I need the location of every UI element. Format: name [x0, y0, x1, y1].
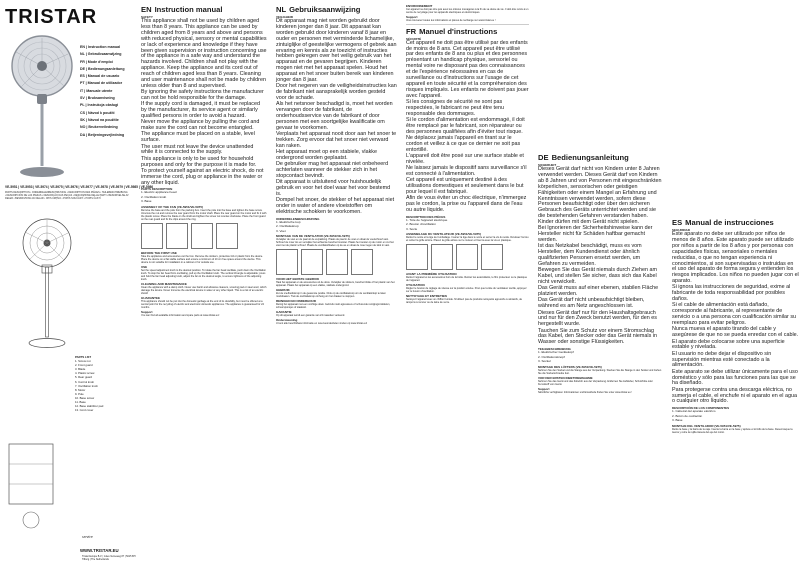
- french-column: [402, 0, 532, 575]
- safety-item: De gebruiker mag het apparaat niet onbeheerd achterlaten wanneer de stekker zich in het stopcontact bevindt.: [276, 161, 389, 180]
- before-use-heading: VOR DER ERSTEN INBETRIEBNAHME: [538, 375, 593, 380]
- part-item: 1. Elektrische kop: [276, 219, 301, 224]
- assembly-figures: [276, 249, 397, 275]
- parts-text: [276, 221, 397, 233]
- section-title: [538, 153, 663, 162]
- support-heading: Support: [406, 15, 418, 19]
- parts-text: [406, 219, 529, 231]
- language-entry: FR | Mode d'emploi: [80, 59, 113, 64]
- safety-item: Das Gerät darf nicht unbeaufsichtigt bleiben, während es am Netz angeschlossen ist.: [538, 297, 645, 310]
- language-index: [80, 44, 138, 139]
- assembly-text: Retire la base y la barra de la caja. Inserte la barra en la base y apriete el tornillo de la base. Desenrosque la tuerca y retire la rejilla trasera del eje del motor.: [672, 427, 793, 434]
- parts-heading: ONDERDELENBESCHRIJVING: [276, 216, 320, 221]
- language-entry: SV | Bruksanvisning: [80, 96, 115, 101]
- use-text: Set the speed adjustment knob to the desired position. To rotate the fan head oscillate, push down the Oscillation knob. To stop the fan head from oscillating, pull up the Oscillation knob. The vertical tilt angle is adjustable; press and hold the fan head adjusting knob, adjust the fan to the desired angle, to ensure tightness of the adjusting knob.: [141, 268, 266, 281]
- cleaning-heading: NETTOYAGE ET ENTRETIEN: [406, 294, 447, 299]
- parts-list-item: 1. Screw nut: [75, 359, 91, 364]
- safety-heading: VEILIGHEID: [276, 15, 294, 19]
- safety-item: Bewegen Sie das Gerät niemals durch Ziehen am Kabel, und stellen Sie sicher, dass sich das Kabel nicht verwickelt.: [538, 267, 657, 286]
- safety-item: Tauchen Sie zum Schutz vor einem Stromschlag das Kabel, den Stecker oder das Gerät niemals in Wasser oder sonstige Flüssigkeiten.: [538, 327, 657, 346]
- part-item: 1. Cabezal del aparato eléctrico: [672, 409, 716, 414]
- fan-head: [12, 36, 72, 96]
- support-text: You can find all available information and spare parts at www.tristar.eu!: [141, 313, 220, 317]
- language-code: FR: [406, 26, 417, 36]
- part-item: 3. Voet: [276, 228, 286, 233]
- cleaning-text: Nettoyez l'appareil avec un chiffon humide. N'utilisez pas de produits nettoyants agressifs ou abrasifs, de tampons à récurer ou de laine de verre.: [406, 298, 522, 305]
- support-text: U kunt alle beschikbare informatie en reserveonderdelen vinden op www.tristar.eu!: [276, 322, 368, 326]
- parts-text: [141, 191, 267, 203]
- parts-list-item: 12. Base stabilizer pad: [75, 404, 104, 409]
- assembly-figure: [481, 244, 503, 270]
- section-title-text: Instruction manual: [154, 5, 223, 14]
- support-heading: Ondersteuning: [276, 318, 298, 323]
- fan-photo: [6, 32, 78, 182]
- safety-item: Door het negeren van de veiligheidsinstructies kan de fabrikant niet aansprakelijk worden gesteld voor de schade.: [276, 83, 397, 102]
- model-numbers: VE-5951 | VE-5953 | VE-5974 | VE-5975 | VE-5976 | VE-5977 | VE-5978 | VE-5979 | VE-5985 | VE-5986: [5, 185, 154, 189]
- section-title: [406, 27, 529, 36]
- assembly-figure: [406, 244, 428, 270]
- safety-heading: SÉCURITÉ: [406, 36, 422, 41]
- parts-heading: DESCRIPTION DES PIÈCES: [406, 214, 446, 219]
- use-text: Réglez le bouton de réglage de vitesse sur la position voulue. Pour que la tête du ventilateur oscille, appuyez sur le bouton d'oscillation.: [406, 287, 527, 294]
- service-label: service: [82, 535, 93, 539]
- cleaning-heading: REINIGEN EN ONDERHOUD: [276, 299, 317, 304]
- safety-item: Nunca mueva el aparato tirando del cable y asegúrese de que no se pueda enredar con el cable.: [672, 326, 799, 339]
- section-title-text: Manuel d'instructions: [419, 26, 498, 36]
- parts-list-item: 13. Cord cover: [75, 408, 94, 413]
- safety-text: [538, 167, 663, 346]
- language-entry: EN | Instruction manual: [80, 45, 121, 49]
- cleaning-text: Clean the appliance with a damp cloth. Never use harsh and abrasive cleaners, scouring pad or steel wool, which damage the device. Never immerse the electrical device in water or any other liquid. This is a risk of an electric shock!: [141, 285, 267, 295]
- section-title: [276, 5, 397, 14]
- assembly-text: Nehmen Sie den Sockel und die Stange aus der Verpackung. Stecken Sie die Stange in den Sockel und ziehen Sie die Sockelschraube fest.: [538, 368, 662, 375]
- parts-list-item: 6. Control knob: [75, 379, 94, 384]
- safety-item: The appliance must be placed on a stable, level surface.: [141, 131, 255, 144]
- company-address: Tristar Europe B.V. | Jules Verneweg 87 | 5015 BH Tilburg | The Netherlands: [82, 555, 136, 561]
- assembly-figure: [431, 244, 453, 270]
- support-heading: Support: [538, 386, 550, 391]
- assembly-figure: [276, 249, 298, 275]
- safety-item: Si ignora las instrucciones de seguridad, exime al fabricante de toda responsabilidad por posibles daños.: [672, 284, 791, 303]
- guarantee-heading: GARANTIE: [276, 310, 292, 315]
- use-text: Zet de snelheidsknop in de gewenste positie. Druk op de oscillatieknop om de ventilatorkop te laten ronddraaien. Trek de oscillatieknop omhoog om het draaien te stoppen.: [276, 292, 386, 299]
- english-column: [137, 0, 270, 575]
- safety-item: Si le cordon d'alimentation est endommagé, il doit être remplacé par le fabricant, son réparateur ou des personnes qualifiées afin d'éviter tout risque.: [406, 116, 525, 135]
- parts-list: [75, 355, 130, 412]
- safety-item: Ne déplacez jamais l'appareil en tirant sur le cordon et veillez à ce que ce dernier ne soit pas entortillé.: [406, 134, 521, 153]
- safety-item: Dieses Gerät darf nicht von Kindern unter 8 Jahren verwendet werden. Dieses Gerät darf von Kindern ab 8 Jahren und von Personen mit eingeschränkten körperlichen, sensorischen oder geistigen Fähigkeiten oder einem Mangel an Erfahrung und Kenntnissen verwendet werden, sofern diese Personen beaufsichtigt oder über den sicheren Gebrauch des Geräts unterrichtet werden und sie die bestehenden Gefahren verstanden haben. Kinder dürfen mit dem Gerät nicht spielen.: [538, 166, 662, 226]
- language-entry: SK | Návod na použitie: [80, 117, 119, 122]
- safety-item: Para protegerse contra una descarga eléctrica, no sumerja el cable, el enchufe ni el aparato en el agua o cualquier otro líquido.: [672, 386, 797, 405]
- cleaning-heading: CLEANING AND MAINTENANCE: [141, 281, 187, 286]
- language-entry: DE | Bedienungsanleitung: [80, 66, 125, 71]
- brand-logo: TRISTAR: [5, 6, 98, 28]
- assembly-figure: [166, 223, 188, 249]
- assembly-figure: [351, 249, 373, 275]
- assembly-figure: [301, 249, 323, 275]
- safety-item: This appliance is only to be used for household purposes and only for the purpose it is made for.: [141, 155, 257, 168]
- language-entry: DA | Betjeningsvejledning: [80, 132, 125, 137]
- use-heading: USE: [141, 264, 148, 269]
- language-entry: NL | Gebruiksaanwijzing: [80, 52, 122, 57]
- language-code: DE: [538, 153, 549, 162]
- german-column: [534, 0, 666, 575]
- use-heading: GEBRUIK: [276, 288, 290, 293]
- part-item: 3. Base: [141, 199, 152, 204]
- divider: [406, 24, 529, 25]
- safety-item: Bei Ignorieren der Sicherheitshinweise kann der Hersteller nicht für Schäden haftbar gemacht werden.: [538, 225, 653, 244]
- parts-list-item: 2. Front guard: [75, 363, 93, 368]
- use-heading: UTILISATION: [406, 283, 425, 288]
- safety-item: To protect yourself against an electric shock, do not immerse the cord, plug or appliance in the water or any other liquid.: [141, 167, 264, 186]
- safety-item: Ist das Netzkabel beschädigt, muss es vom Hersteller, dem Kundendienst oder ähnlich qualifizierten Personen ersetzt werden, um Gefahren zu vermeiden.: [538, 243, 642, 268]
- language-code: EN: [141, 5, 152, 14]
- support-text: Vous trouverez toutes les informations et pièces de rechange sur www.tristar.eu !: [406, 19, 496, 22]
- parts-list-title: PARTS LIST: [75, 355, 92, 359]
- parts-heading: TEILEBESCHREIBUNG: [538, 347, 571, 352]
- assembly-heading: ASSEMBLAGE DU VENTILATEUR (VE-5951/VE-5975): [406, 232, 481, 237]
- assembly-text: Verwijder de voet en de paal uit de verpakking. Plaats de paal in de voet en draai de voetschroef vast. Schroef de moer los en verwijder het achterste beschermrooster. Plaats het rooster op de motor en zet het vast met de plastic schroef. Plaats de ventilatorbladen op de as en draai de moer tegen de klok in vast.: [276, 238, 394, 248]
- parts-list-item: 9. Pole: [75, 391, 84, 396]
- safety-item: Si el cable de alimentación está dañado, corresponde al fabricante, al representante de servicio o a una persona con cualificación similar su reemplazo para evitar peligros.: [672, 302, 797, 327]
- fan-base: [20, 167, 64, 177]
- language-entry: CS | Návod k použití: [80, 110, 115, 115]
- spanish-column: [668, 0, 802, 575]
- language-code: NL: [276, 5, 287, 14]
- website-url[interactable]: WWW.TRISTAR.EU: [80, 548, 119, 553]
- fan-exploded-diagram: [20, 215, 75, 355]
- parts-description-languages: PARTS DESCRIPTION • ONDERDELENBESCHRIJVING • DESCRIPTION DES PIÈCES • TEILEBESCHREIBUNG • DESCRIPCIÓN DE LAS PIEZAS • DESCRIÇÃO DAS PEÇAS • DESCRIZIONE DELLE PARTI • BESKRIVELSE AV DELER • BESKRIVNING AV DELAR • OPIS CZĘŚCI • POPIS SOUČÁSTÍ • POPIS ČASTÍ: [5, 191, 129, 200]
- part-item: 2. Bouton d'oscillation: [406, 222, 437, 227]
- safety-item: El aparato debe colocarse sobre una superficie estable y nivelada.: [672, 338, 785, 351]
- safety-item: The user must not leave the device unattended while it is connected to the supply.: [141, 143, 254, 156]
- safety-heading: SAFETY: [141, 15, 153, 19]
- language-entry: PL | Instrukcja obsługi: [80, 103, 119, 108]
- parts-list-item: 8. Motor: [75, 387, 86, 392]
- parts-list-item: 7. Oscillation knob: [75, 383, 98, 388]
- part-item: 3. Base: [672, 418, 683, 423]
- part-item: 3. Socle: [406, 226, 418, 231]
- parts-list-item: 5. Rear guard: [75, 375, 93, 380]
- section-title-text: Manual de instrucciones: [685, 218, 774, 227]
- safety-item: Never move the appliance by pulling the cord and make sure the cord can not become entangled.: [141, 119, 260, 132]
- assembly-text: Remove the base and the pole from the packing box. Insert the pole into the base and tighten the base screw. Unscrew the nut and remove the rear guard from the motor shaft. Place the rear guard on the motor and fix it with the plastic screw. Place the blade on the shaft and tighten the screw nut counter-clockwise. Place the front guard on the rear guard and fix the clips around the ring.: [141, 208, 267, 221]
- section-title: [141, 5, 267, 14]
- before-use-text: Take the appliance and accessories out the box. Remove the stickers, protective foil or plastic from the device. Place the device on a flat stable surface and ensure a minimum of 10 cm free space around the device. This device is not suitable for installation in a cabinet or for outside use.: [141, 254, 264, 264]
- support-text: Sämtliche verfügbaren Informationen und Ersatzteile finden Sie unter www.tristar.eu!: [538, 390, 632, 394]
- dutch-column: [272, 0, 400, 575]
- language-entry: IT | Manuale utente: [80, 88, 113, 93]
- assembly-heading: ASSEMBLY OF THE FAN (VE-5951/VE-5975): [141, 204, 204, 209]
- assembly-text: Retirez le socle et la tige de l'emballage. Insérez la tige dans le socle et serrez la vis du socle. Dévissez l'écrou et retirez la grille arrière. Placez la grille arrière sur le moteur et fixez-la avec la vis en plastique.: [406, 236, 529, 243]
- part-item: 2. Oscillation knob: [141, 194, 167, 199]
- assembly-heading: MONTAGE DES LÜFTERS (VE-5951/VE-5975): [538, 364, 602, 369]
- fan-pole: [41, 96, 44, 166]
- parts-list-item: 4. Plastic screw: [75, 371, 95, 376]
- parts-list-item: 10. Base screw: [75, 395, 95, 400]
- safety-item: Este aparato se debe utilizar únicamente para el uso doméstico y sólo para las funciones para las que se ha diseñado.: [672, 368, 798, 387]
- safety-item: Si les consignes de sécurité ne sont pas respectées, le fabricant ne peut être tenu responsable des dommages.: [406, 98, 504, 117]
- safety-text: [141, 19, 267, 186]
- assembly-figures: [141, 223, 267, 249]
- section-title-text: Bedienungsanleitung: [551, 153, 629, 162]
- service-illustration: [5, 440, 65, 540]
- guarantee-text: Op dit apparaat wordt een garantie van 24 maanden verleend.: [276, 314, 345, 318]
- language-code: ES: [672, 218, 683, 227]
- section-title: [672, 218, 799, 227]
- language-entry: ES | Manual de usuario: [80, 74, 120, 79]
- safety-item: Dit apparaat mag niet worden gebruikt door kinderen jonger dan 8 jaar. Dit apparaat kan worden gebruikt door kinderen vanaf 8 jaar en ouder en personen met verminderde lichamelijke, zintuiglijke of geestelijke vermogens of gebrek aan ervaring en kennis als ze toezicht of instructies hebben gekregen over het veilig gebruik van het apparaat en de gevaren begrijpen. Kinderen mogen niet met het apparaat spelen. Houd het apparaat en het snoer buiten bereik van kinderen jonger dan 8 jaar.: [276, 18, 397, 84]
- safety-item: Cet appareil ne doit pas être utilisé par des enfants de moins de 8 ans. Cet appareil peut être utilisé par des enfants de 8 ans ou plus et des personnes présentant un handicap physique, sensoriel ou mental voire ne disposant pas des connaissances et de l'expérience nécessaires en cas de surveillance ou d'instructions sur l'usage de cet appareil en toute sécurité et la compréhension des risques impliqués. Les enfants ne doivent pas jouer avec l'appareil.: [406, 39, 529, 99]
- safety-item: Este aparato no debe ser utilizado por niños de menos de 8 años. Este aparato puede ser utilizado por niños a partir de los 8 años y por personas con capacidades físicas, sensoriales o mentales reducidas, o que no tengan experiencia ni conocimientos, si son supervisadas o instruidas en el uso del aparato de forma segura y entienden los riesgos implicados. Los niños no pueden jugar con el aparato.: [672, 231, 799, 285]
- safety-heading: SICHERHEIT: [538, 163, 557, 167]
- parts-heading: DESCRIPCIÓN DE LOS COMPONENTES: [672, 406, 730, 411]
- safety-item: Afin de vous éviter un choc électrique, n'immergez pas le cordon, la prise ou l'appareil dans de l'eau ou autre liquide.: [406, 195, 527, 214]
- part-item: 2. Botón de oscilación: [672, 413, 703, 418]
- fan-motor: [37, 94, 47, 104]
- before-use-heading: VOOR HET EERSTE GEBRUIK: [276, 277, 320, 282]
- safety-item: If the supply cord is damaged, it must be replaced by the manufacturer, its service agent or similarly qualified persons in order to avoid a hazard.: [141, 101, 260, 120]
- safety-item: Dompel het snoer, de stekker of het apparaat niet onder in water of andere vloeistoffen om elektrische schokken te voorkomen.: [276, 197, 395, 216]
- safety-item: L'appareil doit être posé sur une surface stable et nivelée.: [406, 153, 524, 165]
- section-title-text: Gebruiksaanwijzing: [289, 5, 361, 14]
- parts-heading: PARTS DESCRIPTION: [141, 187, 173, 192]
- safety-item: Dieses Gerät darf nur für den Haushaltsgebrauch und nur für den Zweck benutzt werden, für den es hergestellt wurde.: [538, 309, 657, 328]
- before-use-heading: AVANT LA PREMIÈRE UTILISATION: [406, 272, 457, 277]
- before-use-text: Haal het apparaat en de accessoires uit de doos. Verwijder de stickers, beschermfolie of het plastic van het apparaat. Plaats het apparaat op een vlakke, stabiele ondergrond.: [276, 281, 395, 288]
- language-entry: PT | Manual de utilizador: [80, 81, 123, 86]
- support-heading: Support: [141, 309, 153, 314]
- safety-item: This appliance shall not be used by children aged less than 8 years. This appliance can be used by children aged from 8 years and above and persons with reduced physical, sensory or mental capabilities or lack of experience and knowledge if they have been given supervision or instruction concerning use of the appliance in a safe way and understand the hazards involved. Children shall not play with the appliance. Keep the appliance and its cord out of reach of children aged less than 8 years. Cleaning and user maintenance shall not be made by children unless older than 8 and supervised.: [141, 18, 267, 89]
- parts-text: [672, 410, 799, 422]
- guarantee-heading: ENVIRONNEMENT: [406, 4, 433, 8]
- safety-item: Cet appareil est uniquement destiné à des utilisations domestiques et seulement dans le but pour lequel il est fabriqué.: [406, 177, 524, 196]
- parts-text: [538, 351, 663, 363]
- safety-item: Dit apparaat is uitsluitend voor huishoudelijk gebruik en voor het doel waar het voor bestemd is.: [276, 179, 391, 198]
- guarantee-heading: GUARANTEE: [141, 295, 161, 300]
- safety-heading: SEGURIDAD: [672, 228, 691, 232]
- part-item: 1. Tête de l'appareil électrique: [406, 217, 448, 222]
- assembly-figures: [406, 244, 529, 270]
- assembly-figure: [216, 223, 238, 249]
- cleaning-text: Reinig het apparaat met een vochtige doek. Gebruik nooit agressieve of schurende reinigingsmiddelen, schuursponsjes of staalwol.: [276, 303, 391, 310]
- assembly-figure: [456, 244, 478, 270]
- part-item: 3. Sockel: [538, 359, 551, 364]
- safety-item: Het apparaat moet op een stabiele, vlakke ondergrond worden geplaatst.: [276, 149, 377, 162]
- assembly-figure: [191, 223, 213, 249]
- language-entry: NO | Brukerveiledning: [80, 125, 118, 130]
- before-use-heading: BEFORE THE FIRST USE: [141, 250, 177, 255]
- part-item: 2. Oszillationsknopf: [538, 354, 565, 359]
- safety-item: Verplaats het apparaat nooit door aan het snoer te trekken. Zorg ervoor dat het snoer niet verward kan raken.: [276, 131, 397, 149]
- safety-item: Ne laissez jamais le dispositif sans surveillance s'il est connecté à l'alimentation.: [406, 165, 527, 178]
- guarantee-text: This appliance should not be put into the domestic garbage at the end of its durability, but must be offered at a central point for the recycling of electric and electronic domestic appliances. The appliance is guaranteed for 24 months.: [141, 299, 264, 309]
- part-item: 1. Elektrischer Gerätekopf: [538, 350, 574, 355]
- safety-item: Als het netsnoer beschadigd is, moet het worden vervangen door de fabrikant, de onderhoudsservice van de fabrikant of door personen met een soortgelijke kwalificatie om gevaar te voorkomen.: [276, 101, 393, 131]
- assembly-figure: [141, 223, 163, 249]
- assembly-heading: MONTAGE VAN DE VENTILATOR (VE-5951/VE-5975): [276, 234, 350, 239]
- safety-text: [406, 41, 529, 214]
- parts-list-item: 11. Base: [75, 400, 86, 405]
- part-item: 1. Electric appliance head: [141, 190, 177, 195]
- assembly-figure: [326, 249, 348, 275]
- before-use-text: Nehmen Sie das Gerät und das Zubehör aus der Verpackung. Entfernen Sie Aufkleber, Schutzfolie oder Kunststoff vom Gerät.: [538, 379, 653, 386]
- safety-text: [276, 19, 397, 216]
- guarantee-text: Cet appareil ne doit pas être jeté avec les ordures ménagères à la fin de sa durée de vie. Il doit être remis à un centre de recyclage pour les appareils électriques et électroniques.: [406, 8, 529, 14]
- part-item: 2. Oscillatieknop: [276, 224, 299, 229]
- safety-item: Das Gerät muss auf einer ebenen, stabilen Fläche platziert werden.: [538, 285, 659, 298]
- parts-list-item: 3. Blade: [75, 367, 86, 372]
- safety-item: By ignoring the safety instructions the manufacturer can not be hold responsible for the damage.: [141, 89, 264, 102]
- safety-item: El usuario no debe dejar el dispositivo sin supervisión mientras esté conectado a la alimentación.: [672, 350, 772, 369]
- assembly-heading: MONTAJE DEL VENTILADOR (VE-5951/VE-5975): [672, 423, 741, 428]
- before-use-text: Retirez l'appareil et les accessoires hors de la boîte. Retirez les autocollants, le film protecteur ou le plastique de l'appareil.: [406, 276, 527, 283]
- safety-text: [672, 232, 799, 405]
